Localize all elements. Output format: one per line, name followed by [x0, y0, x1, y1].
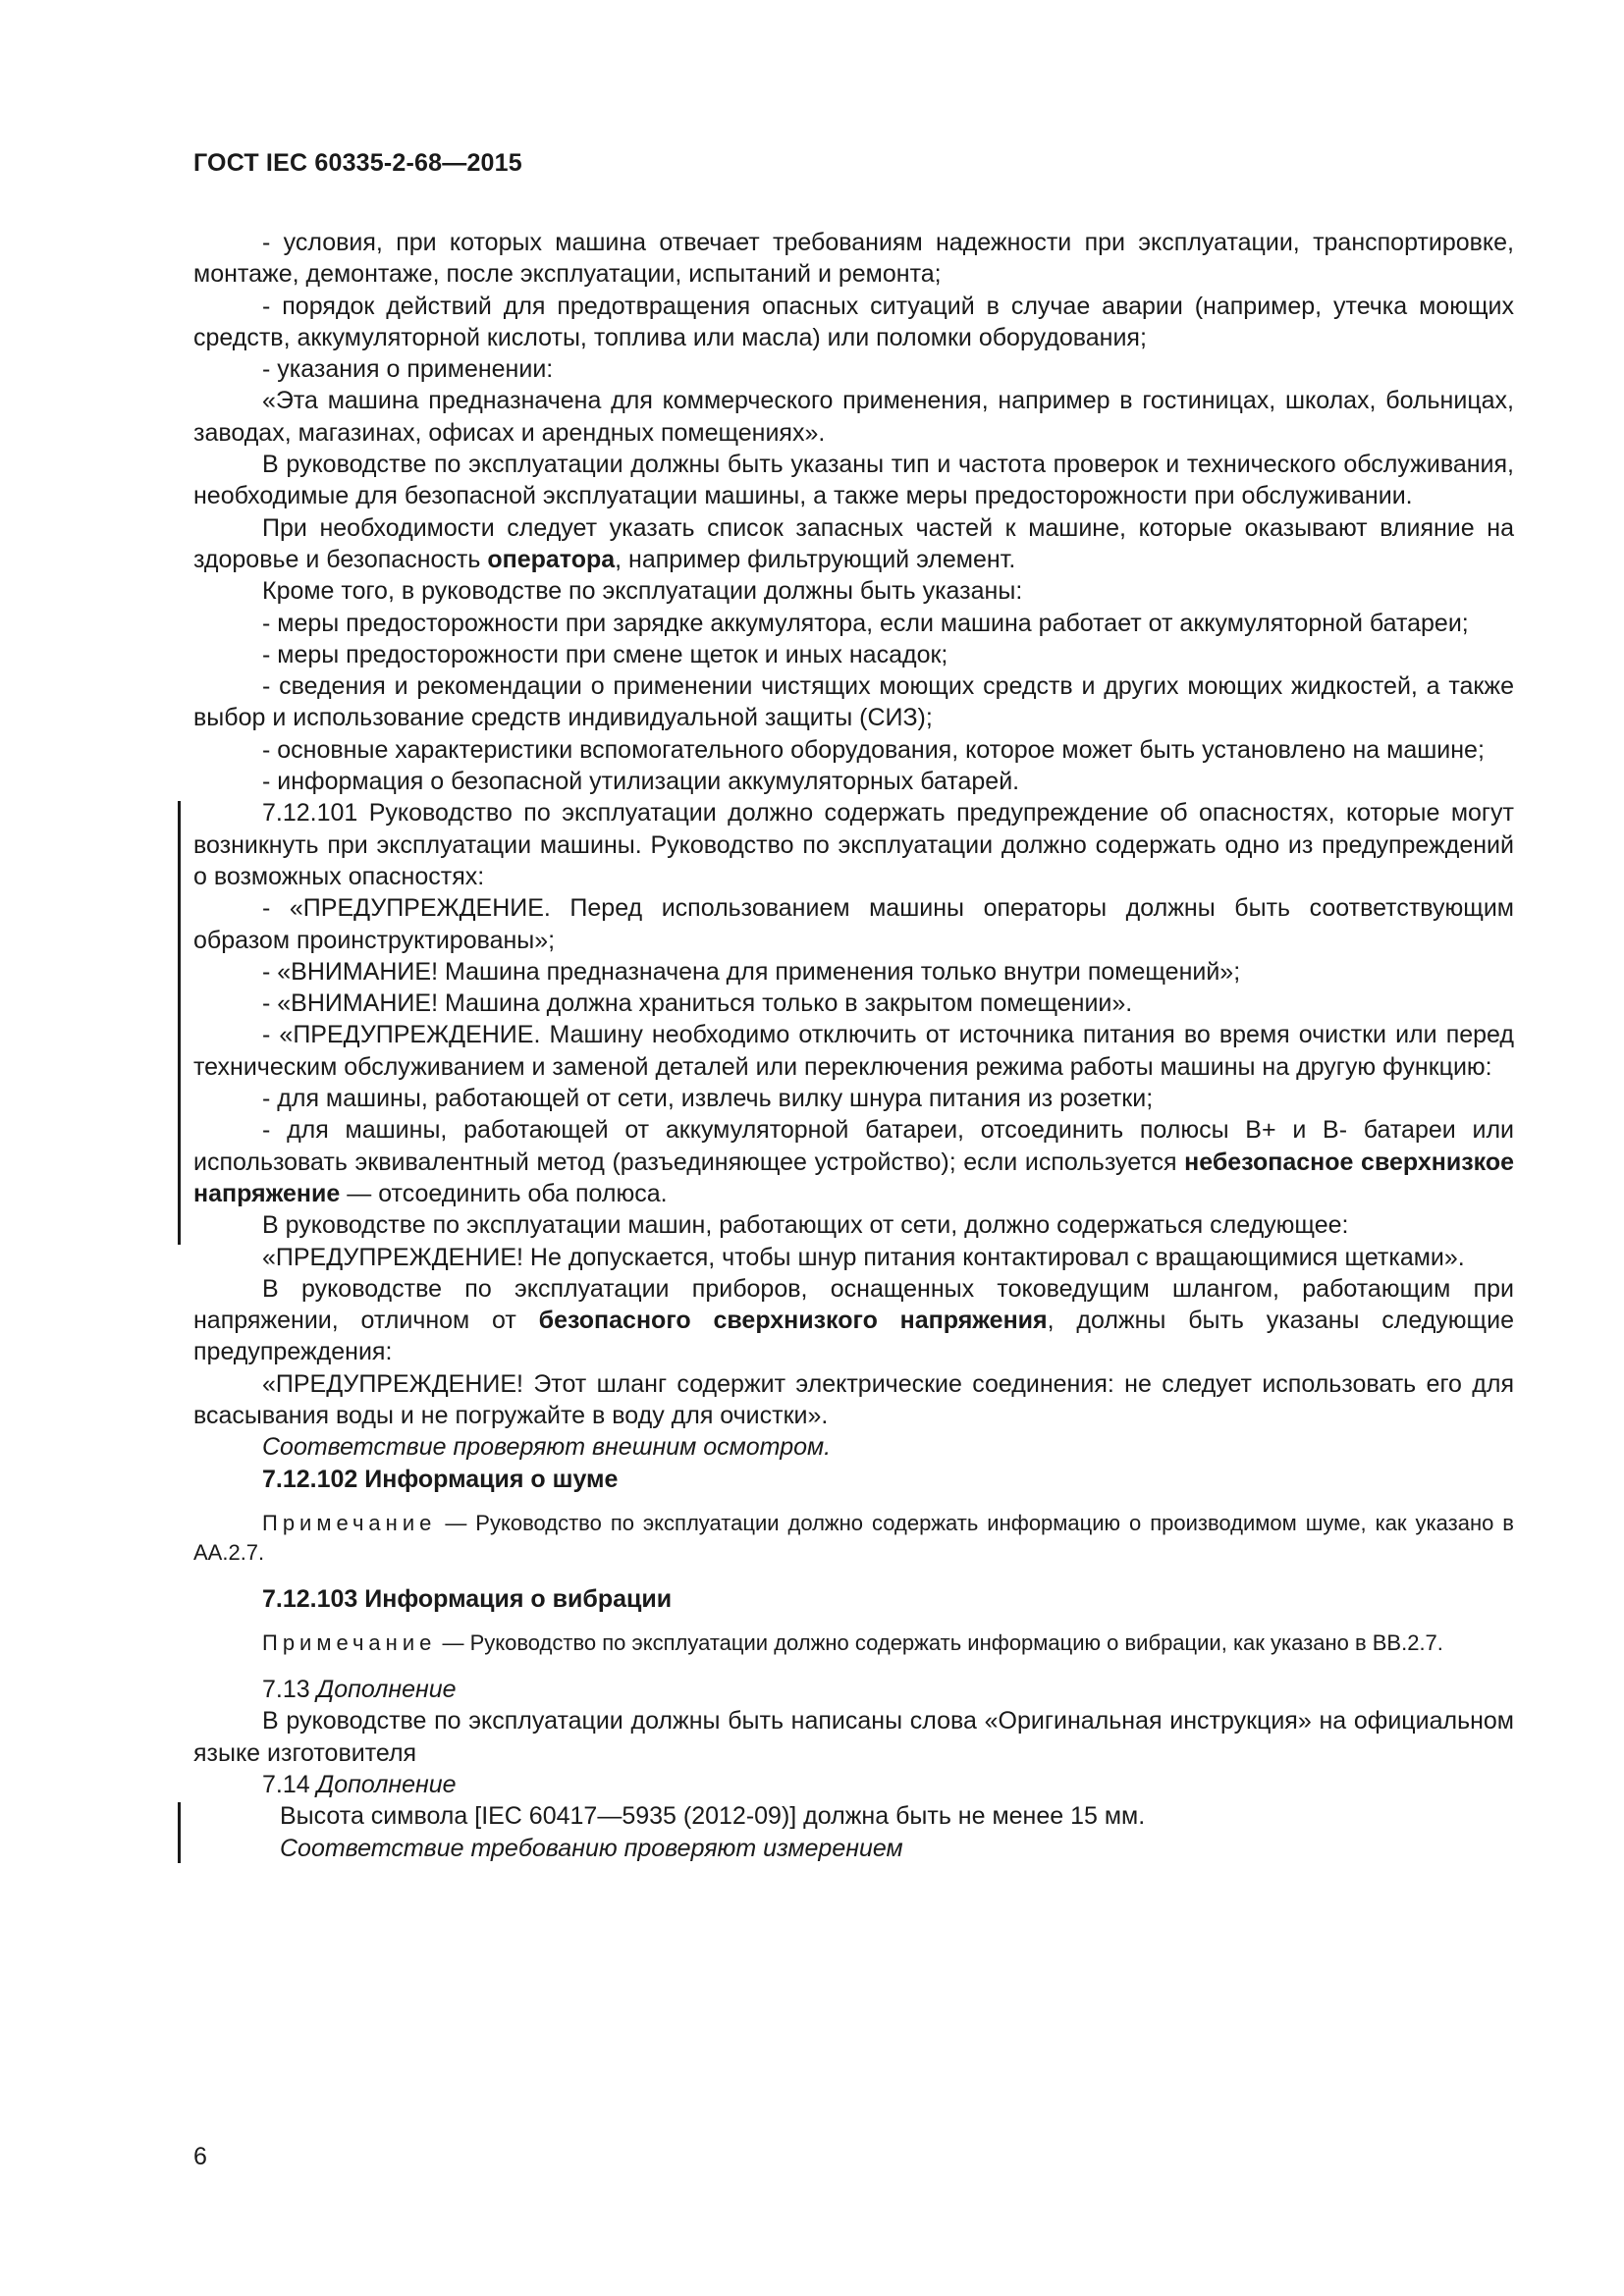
paragraph: В руководстве по эксплуатации должны быть написаны слова «Оригинальная инструкция» на официальном языке изготовителя	[193, 1707, 1514, 1767]
term-safe-elv: безопасного сверхнизкого напряжения	[538, 1307, 1048, 1335]
paragraph: В руководстве по эксплуатации машин, работающих от сети, должно содержаться следующее:	[262, 1211, 1349, 1240]
page-number: 6	[193, 2143, 207, 2170]
term-unsafe-elv: небезопасное сверхнизкое напряжение	[193, 1148, 1515, 1207]
paragraph: - информация о безопасной утилизации аккумуляторных батарей.	[262, 768, 1020, 796]
clause-heading: 7.12.103 Информация о вибрации	[262, 1584, 673, 1613]
paragraph: - «ПРЕДУПРЕЖДЕНИЕ. Машину необходимо отключить от источника питания во время очистки или перед техническим обслуживанием и заменой деталей или переключения режима работы машины на другую функцию:	[193, 1021, 1514, 1081]
paragraph: - порядок действий для предотвращения опасных ситуаций в случае аварии (например, утечка моющих средств, аккумуляторной кислоты, топлива или масла) или поломки оборудования;	[193, 292, 1514, 351]
clause-7-14-title: 7.14 Дополнение	[262, 1771, 457, 1799]
change-bar	[178, 1802, 181, 1863]
paragraph-hose: В руководстве по эксплуатации приборов, оснащенных токоведущим шлангом, работающим при напряжении, отличном от безопасного сверхнизкого напряжения, должны быть указаны следующие предупреждения:	[193, 1274, 1514, 1366]
paragraph: - сведения и рекомендации о применении чистящих моющих средств и других моющих жидкостей, а также выбор и использование средств индивидуальной защиты (СИЗ);	[193, 672, 1514, 732]
paragraph: Высота символа [IEC 60417—5935 (2012-09)] должна быть не менее 15 мм.	[280, 1802, 1146, 1831]
clause-7-13-title: 7.13 Дополнение	[262, 1676, 457, 1704]
change-bar	[178, 801, 181, 1245]
paragraph: Кроме того, в руководстве по эксплуатации должны быть указаны:	[262, 577, 1023, 606]
paragraph: - меры предосторожности при смене щеток и иных насадок;	[262, 640, 948, 668]
note: Примечание — Руководство по эксплуатации должно содержать информацию о производимом шуме, как указано в АА.2.7.	[193, 1510, 1514, 1565]
paragraph: - условия, при которых машина отвечает требованиям надежности при эксплуатации, транспортировке, монтаже, демонтаже, после эксплуатации, испытаний и ремонта;	[193, 229, 1514, 289]
clause-7-12-101	[193, 797, 1514, 1209]
clause-7-14-body	[193, 1800, 1514, 1864]
paragraph: 7.12.101 Руководство по эксплуатации должно содержать предупреждение об опасностях, которые могут возникнуть при эксплуатации машины. Руководство по эксплуатации должно содержать одно из предупреждений о возможных опасностях:	[193, 799, 1514, 890]
paragraph: «Эта машина предназначена для коммерческого применения, например в гостиницах, школах, больницах, заводах, магазинах, офисах и арендных помещениях».	[193, 387, 1514, 447]
paragraph: - указания о применении:	[262, 355, 554, 384]
paragraph: - меры предосторожности при зарядке аккумулятора, если машина работает от аккумуляторной батареи;	[262, 609, 1469, 637]
note-label: Примечание	[262, 1510, 437, 1535]
paragraph-spare-parts: При необходимости следует указать список запасных частей к машине, которые оказывают влияние на здоровье и безопасность оператора, например фильтрующий элемент.	[193, 513, 1514, 573]
clause-heading: 7.12.102 Информация о шуме	[262, 1465, 619, 1493]
paragraph: - основные характеристики вспомогательного оборудования, которое может быть установлено на машине;	[262, 735, 1485, 764]
note: Примечание — Руководство по эксплуатации должно содержать информацию о вибрации, как указано в ВВ.2.7.	[262, 1630, 1443, 1656]
paragraph: - для машины, работающей от сети, извлечь вилку шнура питания из розетки;	[262, 1085, 1154, 1113]
note-label: Примечание	[262, 1630, 437, 1656]
document-header: ГОСТ IEC 60335-2-68—2015	[193, 149, 522, 177]
page-content	[193, 227, 1514, 1864]
paragraph: - «ВНИМАНИЕ! Машина должна храниться только в закрытом помещении».	[262, 989, 1133, 1018]
paragraph: - «ВНИМАНИЕ! Машина предназначена для применения только внутри помещений»;	[262, 957, 1241, 986]
term-operator: оператора	[487, 545, 616, 573]
paragraph: В руководстве по эксплуатации должны быть указаны тип и частота проверок и технического обслуживания, необходимые для безопасной эксплуатации машины, а также меры предосторожности при обслуживании.	[193, 451, 1514, 510]
paragraph: - «ПРЕДУПРЕЖДЕНИЕ. Перед использованием машины операторы должны быть соответствующим образом проинструктированы»;	[193, 894, 1514, 954]
compliance-statement: Соответствие проверяют внешним осмотром.	[262, 1433, 832, 1462]
paragraph-battery: - для машины, работающей от аккумуляторной батареи, отсоединить полюсы В+ и В- батареи или использовать эквивалентный метод (разъединяющее устройство); если используется небезопасное сверхнизкое напряжение — отсоединить оба полюса.	[193, 1116, 1515, 1207]
compliance-statement: Соответствие требованию проверяют измерением	[280, 1834, 903, 1862]
paragraph: «ПРЕДУПРЕЖДЕНИЕ! Не допускается, чтобы шнур питания контактировал с вращающимися щетками».	[262, 1243, 1465, 1271]
paragraph-hose-warning: «ПРЕДУПРЕЖДЕНИЕ! Этот шланг содержит электрические соединения: не следует использовать его для всасывания воды и не погружайте в воду для очистки».	[193, 1369, 1514, 1429]
